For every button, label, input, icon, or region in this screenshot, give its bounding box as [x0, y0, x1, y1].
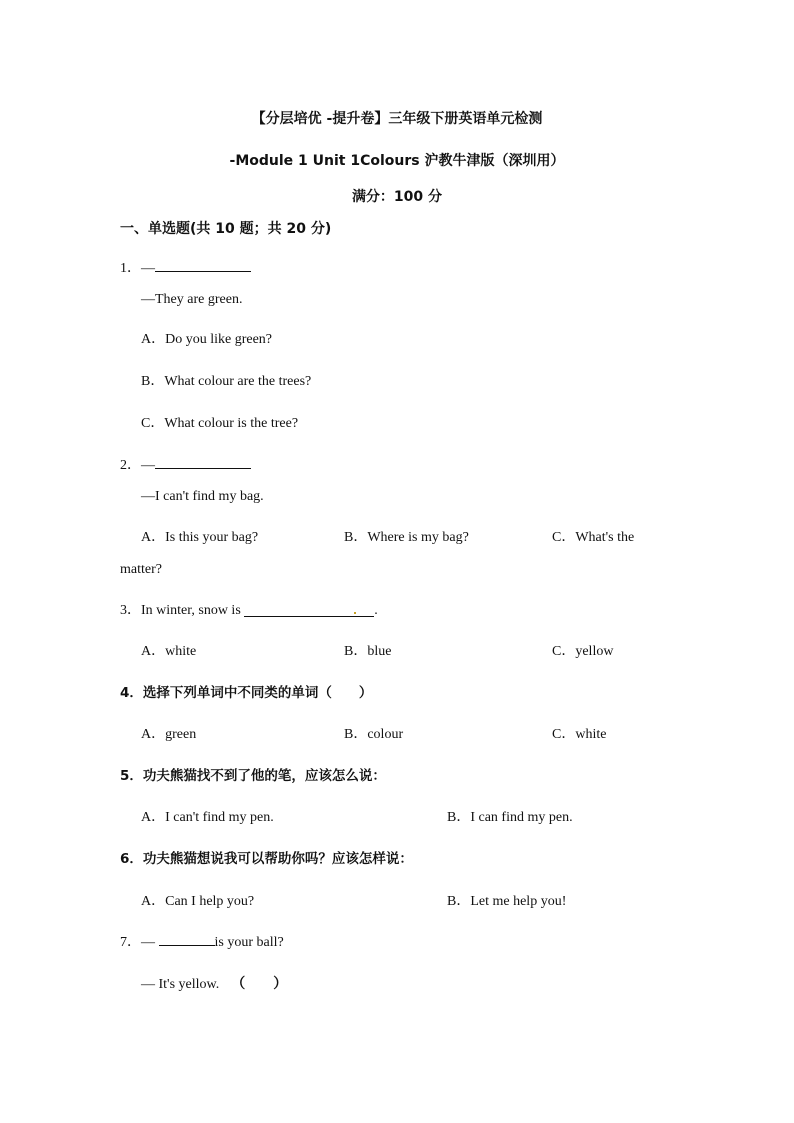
question-7: [120, 931, 284, 951]
question-6: 6．功夫熊猫想说我可以帮助你吗？应该怎样说：: [120, 851, 413, 867]
question-5-option-b[interactable]: B．I can find my pen.: [447, 810, 573, 825]
question-3: [120, 599, 378, 619]
question-7-answer-bracket: （ ）: [231, 976, 288, 992]
section-title: 一、单选题(共 10 题；共 20 分): [120, 221, 332, 237]
question-7-prefix: 7．—: [120, 935, 159, 950]
question-3-blank: [244, 603, 374, 617]
full-score: 满分：100 分: [351, 189, 443, 205]
question-2-prefix: 2．—: [120, 458, 155, 473]
question-1: [120, 257, 251, 277]
question-6-option-b[interactable]: B．Let me help you!: [447, 894, 567, 909]
question-2-option-b[interactable]: B．Where is my bag?: [344, 530, 469, 545]
question-2-option-a[interactable]: A．Is this your bag?: [141, 530, 259, 545]
question-7-rest: is your ball?: [214, 935, 284, 950]
question-6-option-a[interactable]: A．Can I help you?: [141, 894, 255, 909]
question-7-blank: [159, 932, 215, 946]
question-5: 5．功夫熊猫找不到了他的笔，应该怎么说：: [120, 768, 386, 784]
question-2-blank: [155, 455, 251, 469]
question-2-option-c[interactable]: C．What's the: [552, 530, 635, 545]
page-subtitle: -Module 1 Unit 1Colours 沪教牛津版（深圳用）: [229, 153, 565, 169]
question-4: 4．选择下列单词中不同类的单词（ ）: [120, 685, 373, 701]
question-3-option-a[interactable]: A．white: [141, 644, 197, 659]
question-7-reply-line: [141, 973, 287, 993]
question-2-option-c-continued: matter?: [120, 562, 162, 577]
question-4-option-a[interactable]: A．green: [141, 727, 197, 742]
question-4-option-b[interactable]: B．colour: [344, 727, 404, 742]
question-3-end: .: [374, 603, 378, 618]
question-1-option-c[interactable]: C．What colour is the tree?: [141, 416, 299, 431]
question-3-option-c[interactable]: C．yellow: [552, 644, 614, 659]
question-1-option-b[interactable]: B．What colour are the trees?: [141, 374, 312, 389]
question-3-option-b[interactable]: B．blue: [344, 644, 392, 659]
annotation-dot: [354, 612, 356, 614]
question-2-reply: —I can't find my bag.: [141, 489, 264, 504]
question-1-blank: [155, 258, 251, 272]
question-1-prefix: 1．—: [120, 261, 155, 276]
question-1-reply: —They are green.: [141, 292, 243, 307]
question-3-stem: 3．In winter, snow is: [120, 603, 245, 618]
question-2: [120, 454, 251, 474]
question-7-reply: — It's yellow.: [141, 977, 220, 992]
question-4-option-c[interactable]: C．white: [552, 727, 607, 742]
question-1-option-a[interactable]: A．Do you like green?: [141, 332, 273, 347]
question-5-option-a[interactable]: A．I can't find my pen.: [141, 810, 274, 825]
page-title: 【分层培优 -提升卷】三年级下册英语单元检测: [251, 111, 543, 127]
